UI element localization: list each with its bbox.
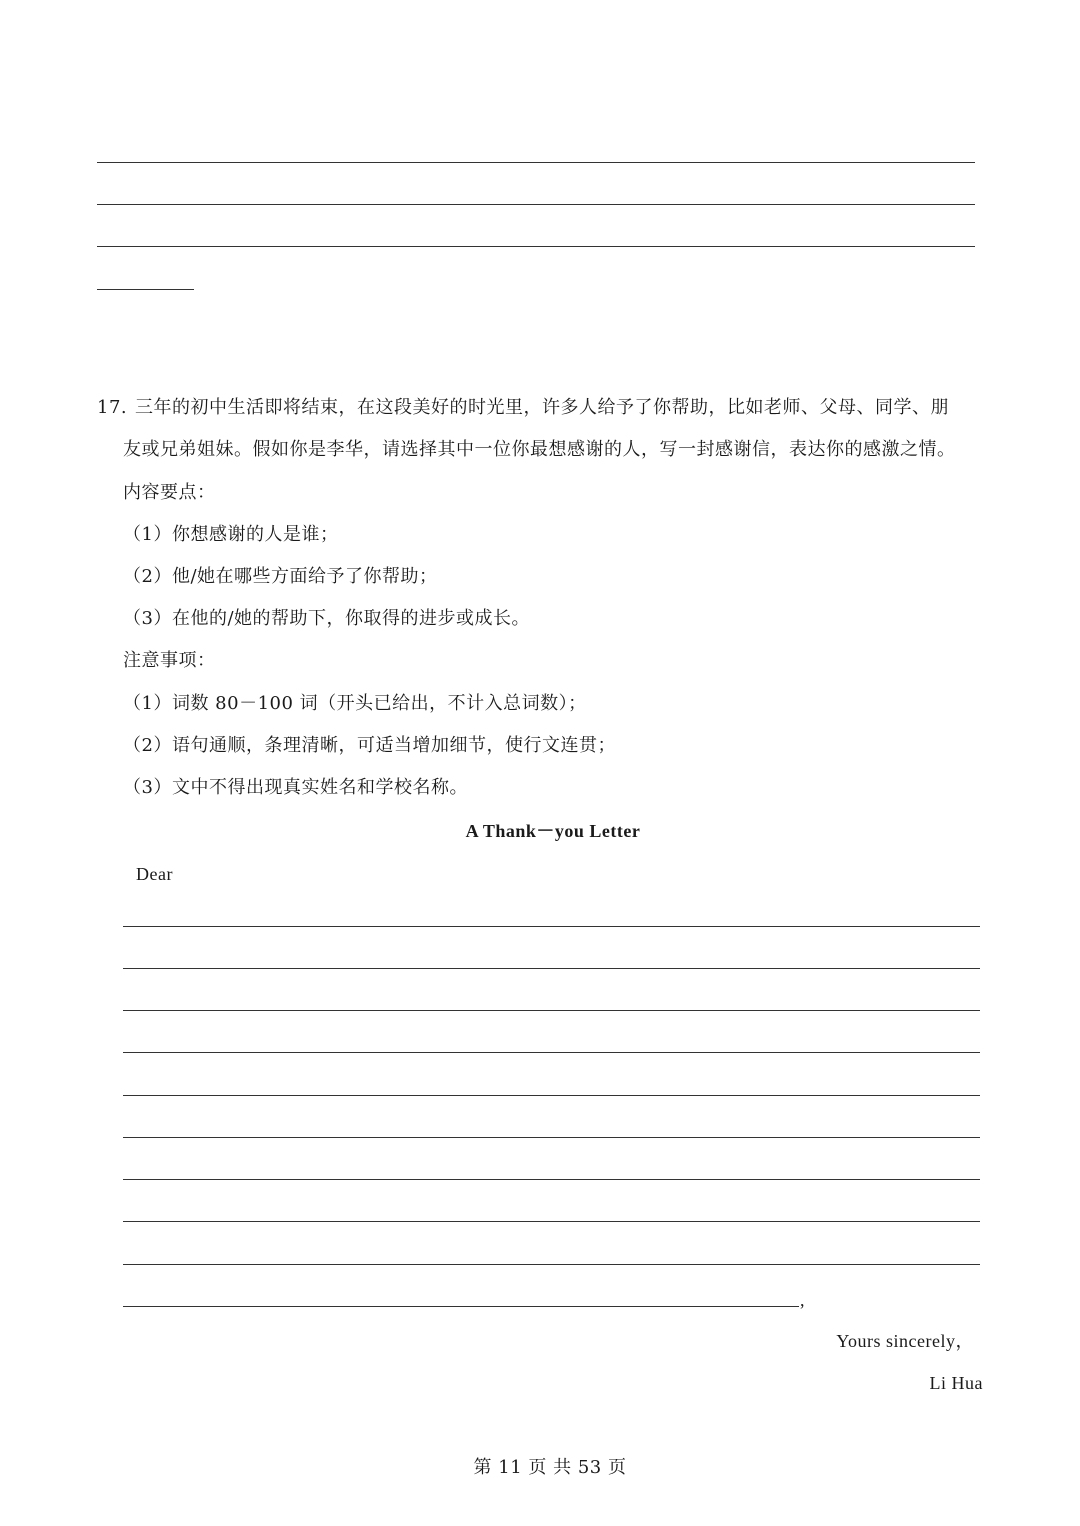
letter-closing: Yours sincerely， <box>836 1331 974 1351</box>
page-number: 第 11 页 共 53 页 <box>473 1457 627 1478</box>
content-point: （2）他/她在哪些方面给予了你帮助； <box>123 566 438 587</box>
writing-line[interactable] <box>123 1221 980 1222</box>
writing-line[interactable] <box>123 1052 980 1053</box>
writing-line[interactable] <box>123 1095 980 1096</box>
content-point: （3）在他的/她的帮助下，你取得的进步或成长。 <box>123 608 531 629</box>
content-heading: 内容要点： <box>123 482 216 503</box>
letter-salutation: Dear <box>136 864 173 884</box>
letter-title: A Thank－you Letter <box>465 821 641 841</box>
answer-line-short[interactable] <box>97 289 194 290</box>
letter-signature: Li Hua <box>929 1373 983 1393</box>
writing-line[interactable] <box>123 968 980 969</box>
note-item: （3）文中不得出现真实姓名和学校名称。 <box>123 777 468 798</box>
trailing-comma: , <box>800 1290 805 1310</box>
writing-line[interactable] <box>123 1137 980 1138</box>
answer-line[interactable] <box>97 204 975 205</box>
question-number: 17. <box>97 397 128 418</box>
question-prompt-line-2: 友或兄弟姐妹。假如你是李华，请选择其中一位你最想感谢的人，写一封感谢信，表达你的感激之情。 <box>123 439 956 460</box>
writing-line-last[interactable] <box>123 1306 799 1307</box>
writing-line[interactable] <box>123 1179 980 1180</box>
content-point: （1）你想感谢的人是谁； <box>123 524 339 545</box>
note-item: （1）词数 80－100 词（开头已给出，不计入总词数）； <box>123 693 587 714</box>
answer-line[interactable] <box>97 162 975 163</box>
note-item: （2）语句通顺，条理清晰，可适当增加细节，使行文连贯； <box>123 735 616 756</box>
writing-line[interactable] <box>123 1010 980 1011</box>
question-prompt-line-1: 三年的初中生活即将结束，在这段美好的时光里，许多人给予了你帮助，比如老师、父母、同学、朋 <box>135 397 949 418</box>
writing-line[interactable] <box>123 1264 980 1265</box>
writing-line[interactable] <box>123 926 980 927</box>
answer-line[interactable] <box>97 246 975 247</box>
notes-heading: 注意事项： <box>123 650 216 671</box>
